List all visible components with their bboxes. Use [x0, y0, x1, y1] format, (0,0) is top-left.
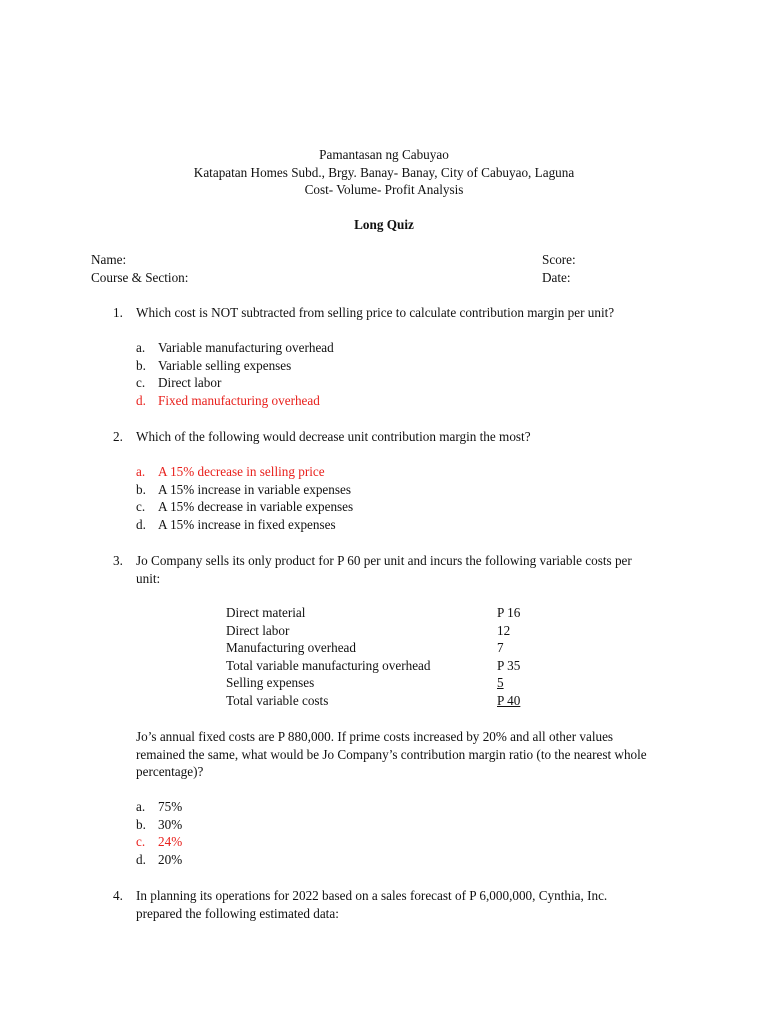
school-name: Pamantasan ng Cabuyao: [319, 147, 449, 162]
question-number: 1.: [113, 305, 123, 320]
cost-label: Direct labor: [226, 623, 290, 638]
answer-option-letter: d.: [136, 393, 146, 408]
cost-value: P 16: [497, 605, 521, 620]
option-text: Variable manufacturing overhead: [158, 340, 334, 355]
option-letter: b.: [136, 817, 146, 832]
option-letter: c.: [136, 499, 146, 514]
option-letter: d.: [136, 852, 146, 867]
answer-option-text: 24%: [158, 834, 183, 849]
cost-label: Selling expenses: [226, 675, 315, 690]
cost-value: 7: [497, 640, 504, 655]
quiz-title: Long Quiz: [354, 217, 414, 232]
option-text: A 15% decrease in variable expenses: [158, 499, 354, 514]
answer-option-text: A 15% decrease in selling price: [158, 464, 325, 479]
option-text: 30%: [158, 817, 183, 832]
date-field-label: Date:: [542, 270, 571, 285]
name-field-label: Name:: [91, 252, 127, 267]
cost-value: P 35: [497, 658, 521, 673]
cost-value: 12: [497, 623, 511, 638]
option-letter: c.: [136, 375, 146, 390]
answer-option-text: Fixed manufacturing overhead: [158, 393, 320, 408]
paragraph-text: remained the same, what would be Jo Company’s contribution margin ratio (to the nearest whole: [136, 747, 647, 762]
course-section-field-label: Course & Section:: [91, 270, 189, 285]
option-letter: b.: [136, 482, 146, 497]
cost-label: Total variable manufacturing overhead: [226, 658, 431, 673]
paragraph-text: Jo’s annual fixed costs are P 880,000. If prime costs increased by 20% and all other values: [136, 729, 614, 744]
answer-option-letter: a.: [136, 464, 146, 479]
cost-value: 5: [497, 675, 504, 690]
question-number: 2.: [113, 429, 123, 444]
cost-value: P 40: [497, 693, 521, 708]
question-text: Which of the following would decrease unit contribution margin the most?: [136, 429, 531, 444]
cost-label: Direct material: [226, 605, 306, 620]
subject-title: Cost- Volume- Profit Analysis: [304, 182, 464, 197]
paragraph-text: percentage)?: [136, 764, 204, 779]
option-text: A 15% increase in variable expenses: [158, 482, 351, 497]
answer-option-letter: c.: [136, 834, 146, 849]
option-letter: d.: [136, 517, 146, 532]
option-text: Variable selling expenses: [158, 358, 292, 373]
option-text: 75%: [158, 799, 183, 814]
cost-label: Manufacturing overhead: [226, 640, 356, 655]
question-number: 4.: [113, 888, 123, 903]
question-text: In planning its operations for 2022 based on a sales forecast of P 6,000,000, Cynthia, Inc.: [136, 888, 608, 903]
option-text: A 15% increase in fixed expenses: [158, 517, 336, 532]
option-text: Direct labor: [158, 375, 222, 390]
score-field-label: Score:: [542, 252, 576, 267]
question-text: Which cost is NOT subtracted from selling price to calculate contribution margin per unit?: [136, 305, 615, 320]
question-text: Jo Company sells its only product for P 60 per unit and incurs the following variable costs per: [136, 553, 632, 568]
question-text-continued: prepared the following estimated data:: [136, 906, 339, 921]
option-letter: a.: [136, 799, 146, 814]
option-letter: a.: [136, 340, 146, 355]
option-letter: b.: [136, 358, 146, 373]
school-address: Katapatan Homes Subd., Brgy. Banay- Banay, City of Cabuyao, Laguna: [193, 165, 575, 180]
option-text: 20%: [158, 852, 183, 867]
question-number: 3.: [113, 553, 123, 568]
cost-label: Total variable costs: [226, 693, 329, 708]
question-text-continued: unit:: [136, 571, 161, 586]
